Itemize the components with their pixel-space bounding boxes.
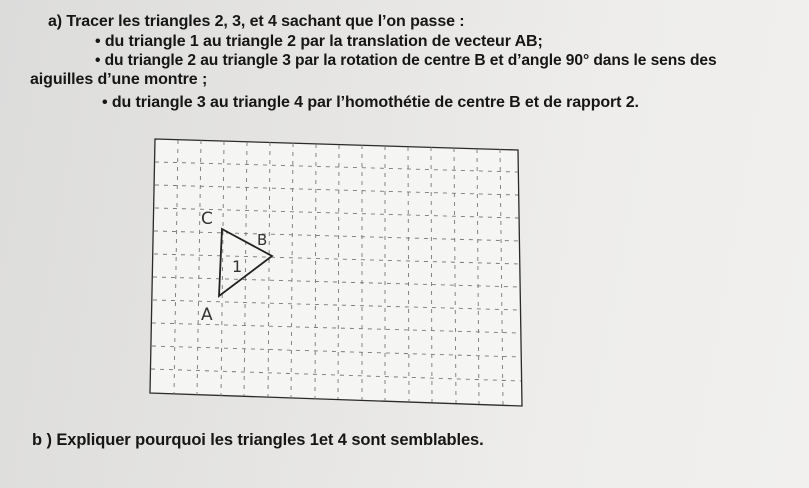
point-label-b: B	[257, 231, 268, 249]
part-a-intro-text: Tracer les triangles 2, 3, et 4 sachant que l’on passe :	[66, 13, 465, 30]
bullet-homothety: • du triangle 3 au triangle 4 par l’homothétie de centre B et de rapport 2.	[102, 94, 639, 112]
triangle-number-label: 1	[232, 257, 243, 276]
part-b-question: b ) Expliquer pourquoi les triangles 1et 4 sont semblables.	[32, 431, 484, 449]
bullet-translation: • du triangle 1 au triangle 2 par la translation de vecteur AB;	[95, 33, 543, 51]
rotation-continuation: aiguilles d’une montre ;	[30, 71, 208, 88]
bullet-rotation: • du triangle 2 au triangle 3 par la rotation de centre B et d’angle 90° dans le sens des	[95, 52, 717, 70]
point-label-c: C	[201, 209, 213, 229]
part-a-label: a)	[48, 13, 63, 30]
grid-paper	[150, 139, 522, 406]
point-label-a: A	[201, 305, 213, 325]
